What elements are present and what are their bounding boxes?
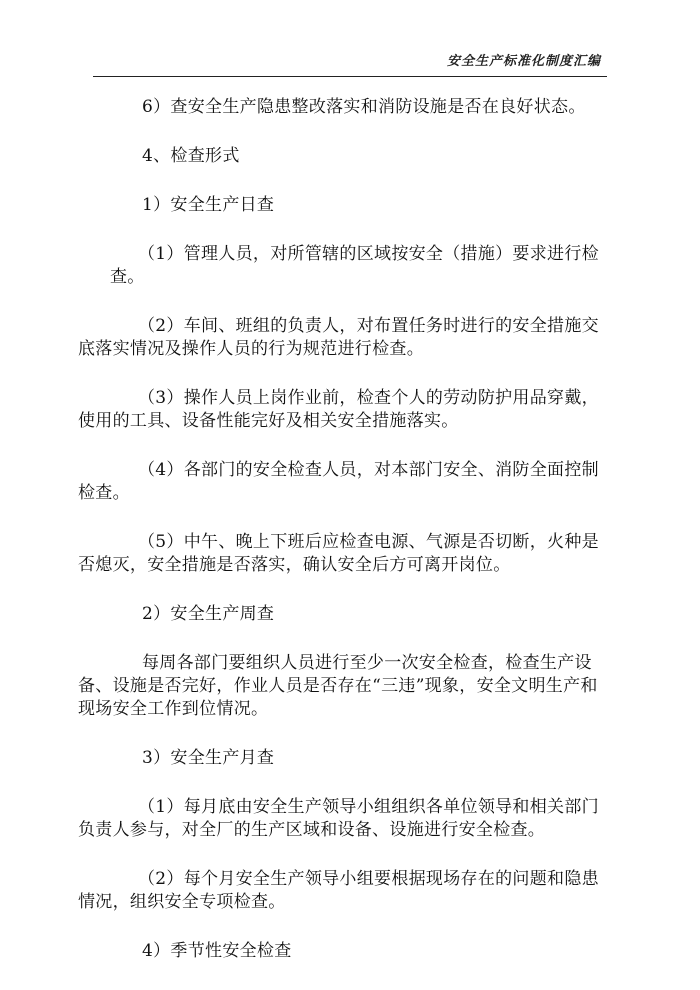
subheading-weekly-check: 2）安全生产周查 <box>142 604 275 624</box>
subheading-daily-check: 1）安全生产日查 <box>142 195 275 215</box>
header-title: 安全生产标准化制度汇编 <box>446 54 601 69</box>
paragraph-daily-5: （5）中午、晚上下班后应检查电源、气源是否切断，火种是否熄灭，安全措施是否落实，确认安全后方可离开岗位。 <box>78 532 599 575</box>
subheading-monthly-check: 3）安全生产月查 <box>142 748 275 768</box>
page-header <box>93 44 607 77</box>
subheading-seasonal-check: 4）季节性安全检查 <box>142 941 292 961</box>
paragraph-weekly: 每周各部门要组织人员进行至少一次安全检查，检查生产设备、设施是否完好，作业人员是否存在“三违”现象，安全文明生产和现场安全工作到位情况。 <box>78 653 598 719</box>
paragraph-daily-2: （2）车间、班组的负责人，对布置任务时进行的安全措施交底落实情况及操作人员的行为规范进行检查。 <box>78 316 599 359</box>
paragraph-daily-1: （1）管理人员，对所管辖的区域按安全（措施）要求进行检查。 <box>110 244 599 287</box>
paragraph-daily-3: （3）操作人员上岗作业前，检查个人的劳动防护用品穿戴，使用的工具、设备性能完好及相关安全措施落实。 <box>78 388 599 431</box>
paragraph-monthly-2: （2）每个月安全生产领导小组要根据现场存在的问题和隐患情况，组织安全专项检查。 <box>78 869 599 912</box>
paragraph-daily-4: （4）各部门的安全检查人员，对本部门安全、消防全面控制检查。 <box>78 460 599 503</box>
section-heading-inspection-form: 4、检查形式 <box>142 146 240 166</box>
paragraph-6-hazard-rectification: 6）查安全生产隐患整改落实和消防设施是否在良好状态。 <box>142 97 586 117</box>
paragraph-monthly-1: （1）每月底由安全生产领导小组组织各单位领导和相关部门负责人参与，对全厂的生产区域和设备、设施进行安全检查。 <box>78 797 599 840</box>
document-body <box>78 96 610 963</box>
